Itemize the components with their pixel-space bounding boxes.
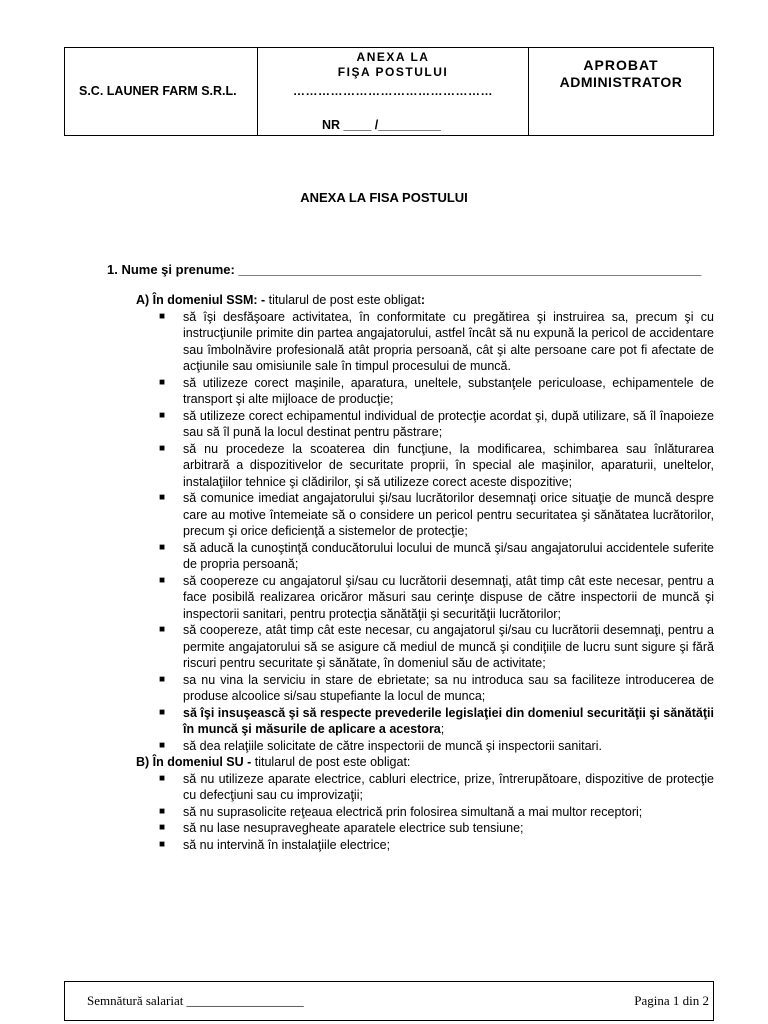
annex-number: NR ____ /_________ [322,118,441,132]
section-b-list [0,771,768,854]
section-b-heading [136,754,768,771]
list-item: ■ să comunice imediat angajatorului şi/sau lucrătorilor desemnaţi orice situaţie de muncă despre care au motive întemeiate să o considere un pericol pentru securitatea şi sănătatea lucrătorilor, precum şi orice deficienţă a sistemelor de protecţie; [159,491,714,538]
list-item-bold: ■ să îşi insuşească şi să respecte prevederile legislaţiei din domeniul securităţii şi sănătăţii în muncă şi măsurile de aplicare a acestora; [159,705,714,736]
company-name: S.C. LAUNER FARM S.R.L. [79,84,237,98]
bullet-icon: ■ [159,409,166,421]
list-item: ■ să îşi desfăşoare activitatea, în conformitate cu pregătirea şi instruirea sa, precum şi cu instrucţiunile primite din partea angajatorului, astfel încât să nu expună la pericol de accidentare sau îmbolnăvire profesională atât propria persoană, cât şi alte persoane care pot fi afectate de acţiunile sau omisiunile sale în timpul procesului de muncă. [159,309,714,373]
annex-dotted-line: ………………………………………… [293,84,493,98]
page-number: Pagina 1 din 2 [634,993,709,1008]
bullet-icon: ■ [159,492,166,503]
bullet-icon: ■ [159,574,166,586]
list-item: ■ să nu lase nesupravegheate aparatele electrice sub tensiune; [159,821,524,835]
section-b-intro: titularul de post este obligat: [251,755,411,769]
bullet-icon: ■ [159,805,166,817]
annex-title-line1: ANEXA LA [356,50,430,64]
list-item: ■ să utilizeze corect maşinile, aparatura, uneltele, substanţele periculoase, echipamentele de transport şi alte mijloace de producţie; [159,375,714,406]
section-b-title: B) În domeniul SU - [136,755,252,769]
annex-cell [258,48,529,135]
bullet-icon: ■ [159,772,166,784]
document-title: ANEXA LA FISA POSTULUI [300,190,468,205]
document-body [0,292,768,853]
approved-label: APROBAT [583,57,659,73]
list-item: ■ să nu procedeze la scoaterea din funcţiune, la modificarea, schimbarea sau înlăturarea arbitrară a dispozitivelor de securitate proprii, în special ale maşinilor, aparaturii, uneltelor, instalaţiilor tehnice şi clădirilor, şi să utilizeze corect aceste dispozitive; [159,441,714,489]
employee-signature-field: Semnătură salariat __________________ [87,993,304,1008]
company-cell [65,48,258,135]
list-item: ■ să nu suprasolicite reţeaua electrică prin folosirea simultană a mai multor receptori; [159,804,643,819]
bullet-icon: ■ [159,376,166,388]
list-item: ■ să utilizeze corect echipamentul individual de protecţie acordat şi, după utilizare, să îl înapoieze sau să îl pună la locul destinat pentru păstrare; [159,408,714,439]
bullet-icon: ■ [159,706,166,718]
section-a-colon: : [420,293,425,307]
section-a-intro: titularul de post este obligat [265,293,421,307]
section-a-list [0,309,768,755]
list-item: ■ să nu intervină în instalaţiile electrice; [159,837,391,852]
bullet-icon: ■ [159,822,166,833]
list-item: ■ să coopereze, atât timp cât este necesar, cu angajatorul şi/sau cu lucrătorii desemnaţi, pentru a permite angajatorului să se asigure că mediul de muncă şi condiţiile de lucru sunt sigure şi fără riscuri pentru securitate şi sănătate, în domeniul său de activitate; [159,623,714,670]
section-a-title: A) În domeniul SSM: - [136,293,266,307]
section-a-heading [136,292,768,309]
approval-cell [529,48,713,135]
list-item: ■ să aducă la cunoştinţă conducătorului locului de muncă şi/sau angajatorului accidentele suferite de propria persoană; [159,540,714,571]
bullet-icon: ■ [159,673,166,685]
bullet-icon: ■ [159,442,166,454]
list-item: ■ să nu utilizeze aparate electrice, cabluri electrice, prize, întrerupătoare, dispozitive de protecţie cu defecţiuni sau cu improvizaţii; [159,771,714,802]
list-item: ■ sa nu vina la serviciu in stare de ebrietate; sa nu introduca sau sa faciliteze introducerea de produse alcoolice si/sau stupefiante la locul de munca; [159,672,714,703]
bullet-icon: ■ [159,739,166,751]
bullet-icon: ■ [159,838,166,850]
list-item: ■ să coopereze cu angajatorul şi/sau cu lucrătorii desemnaţi, atât timp cât este necesar, pentru a face posibilă realizarea oricăror măsuri sau cerinţe dispuse de către inspectorii de muncă şi inspectorii sanitari, pentru protecţia sănătăţii şi securităţii lucrătorilor; [159,573,714,621]
bullet-icon: ■ [159,624,166,635]
approved-by-label: ADMINISTRATOR [559,74,683,90]
name-field: 1. Nume şi prenume: ________________________________________________________________ [107,262,702,277]
header-table [64,47,714,136]
bullet-icon: ■ [159,310,166,322]
list-item: ■ să dea relaţiile solicitate de către inspectorii de muncă şi inspectorii sanitari. [159,738,602,753]
bullet-icon: ■ [159,541,166,553]
page-footer [64,981,714,1021]
annex-title-line2: FIŞA POSTULUI [337,65,449,79]
